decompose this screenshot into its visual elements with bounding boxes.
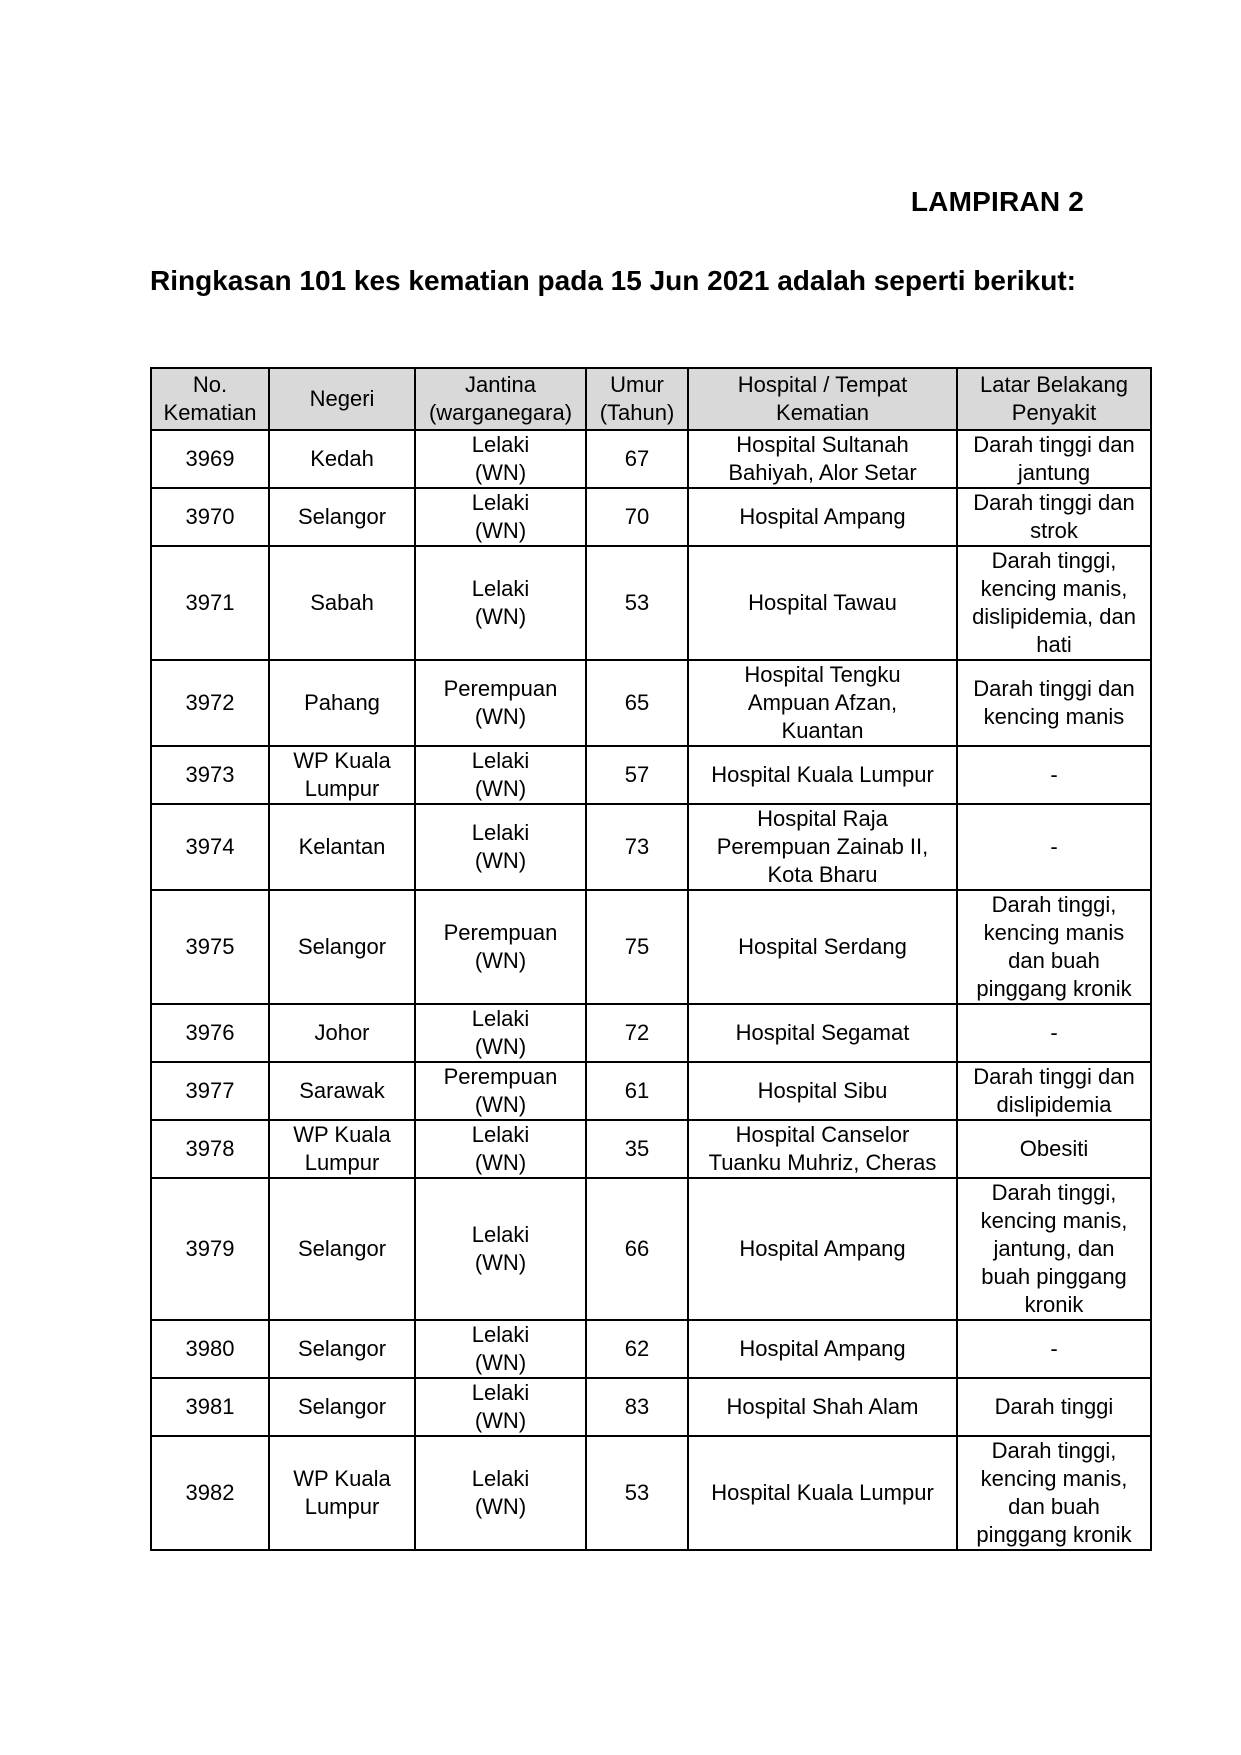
- cell-no: 3980: [151, 1320, 269, 1378]
- cell-line: Hospital Serdang: [738, 934, 907, 959]
- cell-umur: 72: [586, 1004, 688, 1062]
- cell-negeri: [269, 804, 415, 890]
- cell-negeri: [269, 430, 415, 488]
- cell-no: 3977: [151, 1062, 269, 1120]
- cell-line: Kedah: [310, 446, 374, 471]
- cell-line: Kuantan: [781, 718, 864, 743]
- cell-line: (WN): [474, 1034, 527, 1059]
- cell-line: Lumpur: [304, 776, 380, 801]
- cell-latar: [957, 1378, 1151, 1436]
- cell-line: Ampuan Afzan,: [747, 690, 898, 715]
- cell-line: kencing manis: [983, 920, 1125, 945]
- header-line: Umur: [610, 372, 664, 397]
- cell-jantina: [415, 746, 586, 804]
- cell-line: kencing manis,: [980, 576, 1128, 601]
- header-line: (warganegara): [428, 400, 573, 425]
- cell-umur: 70: [586, 488, 688, 546]
- cell-line: Hospital Sibu: [757, 1078, 888, 1103]
- cell-no: 3971: [151, 546, 269, 660]
- cell-line: kencing manis,: [980, 1466, 1128, 1491]
- cell-line: (WN): [474, 1150, 527, 1175]
- table-row: [151, 660, 1151, 746]
- cell-line: Hospital Shah Alam: [726, 1394, 919, 1419]
- table-row: [151, 1436, 1151, 1550]
- cell-line: Kelantan: [298, 834, 386, 859]
- cell-line: Perempuan: [443, 920, 558, 945]
- cell-negeri: [269, 660, 415, 746]
- header-line: No.: [192, 372, 228, 397]
- table-row: [151, 1120, 1151, 1178]
- cell-line: Lelaki: [471, 1322, 530, 1347]
- cell-line: Selangor: [297, 1336, 387, 1361]
- cell-no: 3978: [151, 1120, 269, 1178]
- cell-no: 3976: [151, 1004, 269, 1062]
- cell-hospital: [688, 1004, 957, 1062]
- cell-line: Hospital Tawau: [748, 590, 897, 615]
- cell-negeri: [269, 1062, 415, 1120]
- cell-jantina: [415, 488, 586, 546]
- cell-line: Darah tinggi dan: [973, 490, 1135, 515]
- cell-line: Bahiyah, Alor Setar: [728, 460, 917, 485]
- cell-latar: [957, 1120, 1151, 1178]
- cell-latar: [957, 660, 1151, 746]
- cell-jantina: [415, 804, 586, 890]
- cell-line: kencing manis,: [980, 1208, 1128, 1233]
- cell-line: Lelaki: [471, 1122, 530, 1147]
- cell-hospital: [688, 1178, 957, 1320]
- cell-no: 3972: [151, 660, 269, 746]
- col-header-hospital: [688, 368, 957, 430]
- cell-line: (WN): [474, 704, 527, 729]
- cell-line: Pahang: [304, 690, 380, 715]
- cell-line: Perempuan: [443, 1064, 558, 1089]
- table-row: [151, 1004, 1151, 1062]
- deaths-table: [150, 367, 1152, 1551]
- cell-umur: 53: [586, 1436, 688, 1550]
- header-line: (Tahun): [599, 400, 675, 425]
- cell-no: 3975: [151, 890, 269, 1004]
- cell-line: Selangor: [297, 934, 387, 959]
- cell-line: Sabah: [310, 590, 374, 615]
- cell-no: 3973: [151, 746, 269, 804]
- cell-line: pinggang kronik: [976, 1522, 1132, 1547]
- header-line: Negeri: [309, 386, 375, 411]
- cell-line: Darah tinggi dan: [973, 432, 1135, 457]
- cell-latar: [957, 1436, 1151, 1550]
- cell-line: (WN): [474, 1350, 527, 1375]
- cell-hospital: [688, 746, 957, 804]
- cell-line: hati: [1036, 632, 1072, 657]
- cell-umur: 65: [586, 660, 688, 746]
- table-row: [151, 1178, 1151, 1320]
- cell-hospital: [688, 804, 957, 890]
- cell-line: Lelaki: [471, 748, 530, 773]
- table-body: [151, 430, 1151, 1550]
- col-header-no: [151, 368, 269, 430]
- cell-line: Sarawak: [299, 1078, 385, 1103]
- cell-umur: 53: [586, 546, 688, 660]
- cell-line: Hospital Ampang: [739, 504, 906, 529]
- cell-hospital: [688, 1320, 957, 1378]
- cell-line: Lelaki: [471, 490, 530, 515]
- cell-line: Darah tinggi,: [991, 892, 1117, 917]
- cell-line: (WN): [474, 1250, 527, 1275]
- header-row: [151, 368, 1151, 430]
- cell-latar: [957, 804, 1151, 890]
- cell-line: Perempuan: [443, 676, 558, 701]
- cell-no: 3981: [151, 1378, 269, 1436]
- cell-line: Hospital Ampang: [739, 1236, 906, 1261]
- cell-latar: [957, 430, 1151, 488]
- cell-negeri: [269, 488, 415, 546]
- table-row: [151, 488, 1151, 546]
- cell-line: (WN): [474, 1408, 527, 1433]
- cell-latar: [957, 1004, 1151, 1062]
- cell-line: (WN): [474, 1494, 527, 1519]
- cell-negeri: [269, 1436, 415, 1550]
- table-row: [151, 746, 1151, 804]
- cell-jantina: [415, 1436, 586, 1550]
- cell-latar: [957, 746, 1151, 804]
- table-row: [151, 430, 1151, 488]
- cell-hospital: [688, 430, 957, 488]
- col-header-negeri: [269, 368, 415, 430]
- cell-line: Johor: [314, 1020, 370, 1045]
- cell-jantina: [415, 1378, 586, 1436]
- cell-no: 3970: [151, 488, 269, 546]
- cell-jantina: [415, 660, 586, 746]
- cell-line: kronik: [1024, 1292, 1084, 1317]
- cell-line: dan buah: [1008, 948, 1100, 973]
- cell-line: dislipidemia: [996, 1092, 1112, 1117]
- cell-no: 3982: [151, 1436, 269, 1550]
- header-line: Kematian: [776, 400, 869, 425]
- cell-umur: 67: [586, 430, 688, 488]
- cell-line: (WN): [474, 604, 527, 629]
- cell-line: Lelaki: [471, 576, 530, 601]
- cell-negeri: [269, 1178, 415, 1320]
- cell-no: 3974: [151, 804, 269, 890]
- table-row: [151, 804, 1151, 890]
- cell-latar: [957, 488, 1151, 546]
- cell-hospital: [688, 890, 957, 1004]
- cell-hospital: [688, 488, 957, 546]
- header-line: Penyakit: [1011, 400, 1097, 425]
- cell-hospital: [688, 1062, 957, 1120]
- cell-line: Darah tinggi dan: [973, 1064, 1135, 1089]
- col-header-jantina: [415, 368, 586, 430]
- table-header: [151, 368, 1151, 430]
- cell-line: (WN): [474, 460, 527, 485]
- cell-latar: [957, 546, 1151, 660]
- cell-hospital: [688, 546, 957, 660]
- table-row: [151, 1320, 1151, 1378]
- cell-line: Darah tinggi,: [991, 1438, 1117, 1463]
- cell-line: Lumpur: [304, 1150, 380, 1175]
- cell-jantina: [415, 1320, 586, 1378]
- cell-line: Hospital Ampang: [739, 1336, 906, 1361]
- cell-line: -: [1050, 762, 1058, 787]
- cell-line: dan buah: [1008, 1494, 1100, 1519]
- cell-line: Lelaki: [471, 820, 530, 845]
- cell-negeri: [269, 546, 415, 660]
- table-row: [151, 890, 1151, 1004]
- cell-line: WP Kuala: [293, 1122, 391, 1147]
- cell-line: Perempuan Zainab II,: [716, 834, 929, 859]
- cell-line: pinggang kronik: [976, 976, 1132, 1001]
- cell-line: Lelaki: [471, 432, 530, 457]
- table-row: [151, 1062, 1151, 1120]
- cell-hospital: [688, 1378, 957, 1436]
- cell-line: Hospital Segamat: [735, 1020, 910, 1045]
- table-row: [151, 1378, 1151, 1436]
- cell-line: WP Kuala: [293, 748, 391, 773]
- cell-line: WP Kuala: [293, 1466, 391, 1491]
- cell-line: Lelaki: [471, 1222, 530, 1247]
- cell-line: Hospital Kuala Lumpur: [711, 1480, 934, 1505]
- header-line: Latar Belakang: [980, 372, 1128, 397]
- cell-line: Obesiti: [1019, 1136, 1089, 1161]
- cell-line: Selangor: [297, 1394, 387, 1419]
- cell-line: kencing manis: [983, 704, 1125, 729]
- cell-jantina: [415, 430, 586, 488]
- cell-negeri: [269, 1320, 415, 1378]
- cell-line: Lelaki: [471, 1006, 530, 1031]
- cell-umur: 75: [586, 890, 688, 1004]
- cell-negeri: [269, 746, 415, 804]
- header-line: Kematian: [163, 400, 257, 425]
- annex-label: LAMPIRAN 2: [910, 186, 1084, 217]
- cell-line: Hospital Sultanah: [736, 432, 909, 457]
- cell-line: buah pinggang: [981, 1264, 1127, 1289]
- cell-line: Hospital Raja: [757, 806, 888, 831]
- cell-negeri: [269, 1378, 415, 1436]
- cell-latar: [957, 1178, 1151, 1320]
- cell-negeri: [269, 1120, 415, 1178]
- cell-line: -: [1050, 1020, 1058, 1045]
- cell-line: Selangor: [297, 1236, 387, 1261]
- col-header-umur: [586, 368, 688, 430]
- cell-latar: [957, 890, 1151, 1004]
- cell-line: -: [1050, 1336, 1058, 1361]
- cell-hospital: [688, 1120, 957, 1178]
- header-line: Jantina: [465, 372, 536, 397]
- cell-jantina: [415, 1178, 586, 1320]
- cell-line: Kota Bharu: [767, 862, 878, 887]
- cell-line: Tuanku Muhriz, Cheras: [708, 1150, 937, 1175]
- cell-line: strok: [1030, 518, 1078, 543]
- cell-negeri: [269, 890, 415, 1004]
- cell-umur: 83: [586, 1378, 688, 1436]
- cell-line: Lumpur: [304, 1494, 380, 1519]
- cell-jantina: [415, 1062, 586, 1120]
- cell-line: (WN): [474, 1092, 527, 1117]
- cell-hospital: [688, 1436, 957, 1550]
- cell-jantina: [415, 546, 586, 660]
- cell-negeri: [269, 1004, 415, 1062]
- cell-umur: 61: [586, 1062, 688, 1120]
- cell-jantina: [415, 890, 586, 1004]
- cell-latar: [957, 1320, 1151, 1378]
- cell-line: (WN): [474, 948, 527, 973]
- cell-line: jantung: [1017, 460, 1091, 485]
- cell-line: dislipidemia, dan: [972, 604, 1136, 629]
- cell-no: 3969: [151, 430, 269, 488]
- cell-umur: 66: [586, 1178, 688, 1320]
- cell-line: Darah tinggi,: [991, 1180, 1117, 1205]
- cell-jantina: [415, 1004, 586, 1062]
- cell-latar: [957, 1062, 1151, 1120]
- cell-hospital: [688, 660, 957, 746]
- cell-line: (WN): [474, 848, 527, 873]
- cell-line: Selangor: [297, 504, 387, 529]
- cell-line: Lelaki: [471, 1466, 530, 1491]
- cell-jantina: [415, 1120, 586, 1178]
- cell-line: Darah tinggi dan: [973, 676, 1135, 701]
- cell-line: Hospital Canselor: [735, 1122, 910, 1147]
- cell-umur: 62: [586, 1320, 688, 1378]
- cell-line: Hospital Tengku: [744, 662, 901, 687]
- cell-umur: 35: [586, 1120, 688, 1178]
- cell-line: Lelaki: [471, 1380, 530, 1405]
- cell-line: Darah tinggi: [994, 1394, 1114, 1419]
- cell-umur: 57: [586, 746, 688, 804]
- header-line: Hospital / Tempat: [737, 372, 908, 397]
- cell-line: jantung, dan: [993, 1236, 1115, 1261]
- cell-line: (WN): [474, 518, 527, 543]
- cell-umur: 73: [586, 804, 688, 890]
- cell-line: Darah tinggi,: [991, 548, 1117, 573]
- table-row: [151, 546, 1151, 660]
- col-header-latar: [957, 368, 1151, 430]
- cell-no: 3979: [151, 1178, 269, 1320]
- summary-heading: Ringkasan 101 kes kematian pada 15 Jun 2021 adalah seperti berikut:: [150, 265, 1076, 296]
- cell-line: -: [1050, 834, 1058, 859]
- cell-line: Hospital Kuala Lumpur: [711, 762, 934, 787]
- cell-line: (WN): [474, 776, 527, 801]
